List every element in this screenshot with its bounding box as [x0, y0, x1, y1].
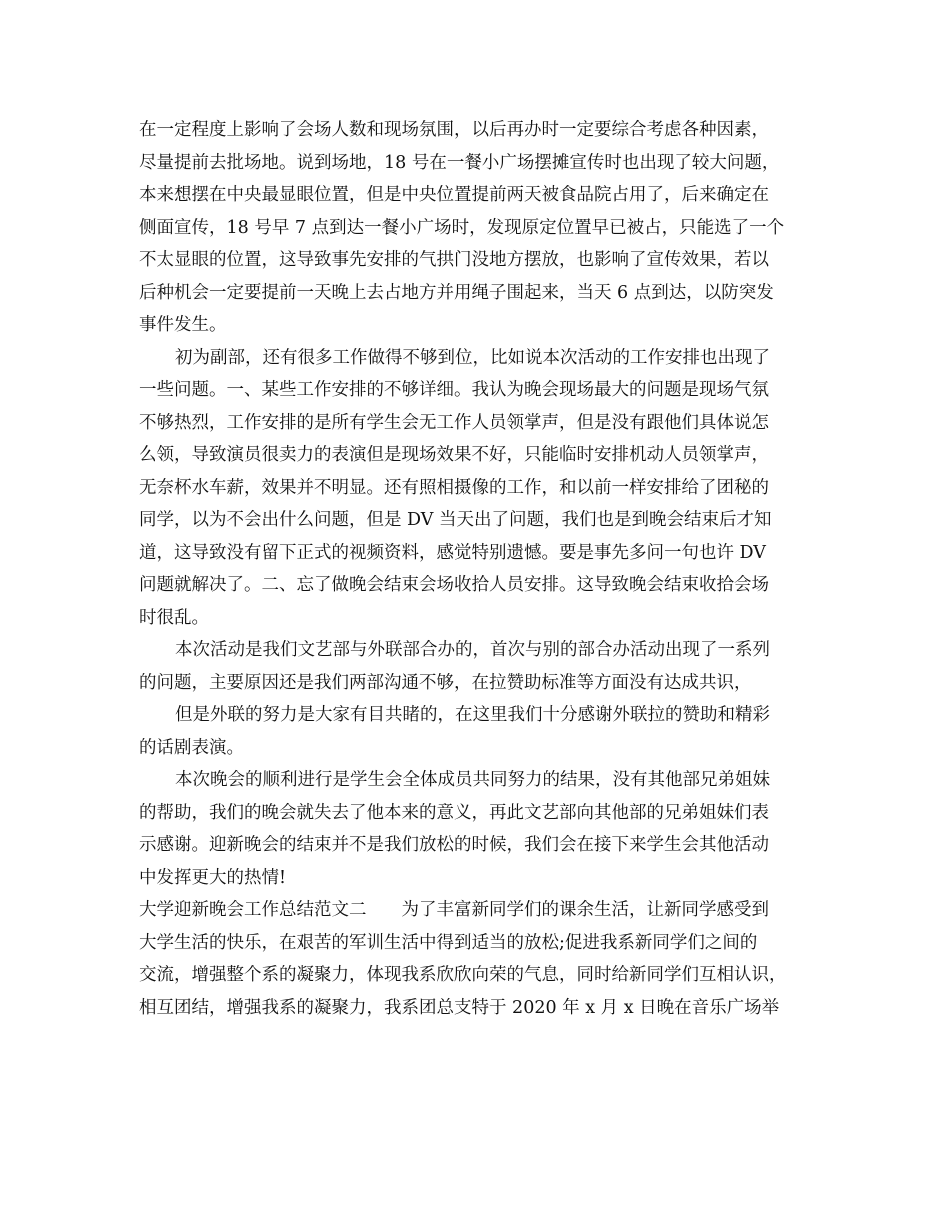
- text-line: 无奈杯水车薪，效果并不明显。还有照相摄像的工作，和以前一样安排给了团秘的: [139, 477, 769, 498]
- text-line: 本来想摆在中央最显眼位置，但是中央位置提前两天被食品院占用了，后来确定在: [139, 185, 769, 205]
- text-line: 一些问题。一、某些工作安排的不够详细。我认为晚会现场最大的问题是现场气氛: [139, 380, 769, 400]
- text-line: 道，这导致没有留下正式的视频资料，感觉特别遗憾。要是事先多问一句也许 DV: [139, 542, 766, 563]
- text-line: 中发挥更大的热情!: [139, 867, 287, 888]
- text-line: 不太显眼的位置，这导致事先安排的气拱门没地方摆放，也影响了宣传效果，若以: [139, 250, 769, 270]
- text-line: 同学，以为不会出什么问题，但是 DV 当天出了问题，我们也是到晚会结束后才知: [139, 510, 772, 530]
- text-line: 时很乱。: [139, 607, 209, 628]
- text-line: 大学迎新晚会工作总结范文二 为了丰富新同学们的课余生活，让新同学感受到: [139, 900, 769, 920]
- text-line: 本次晚会的顺利进行是学生会全体成员共同努力的结果，没有其他部兄弟姐妹: [175, 770, 770, 790]
- document-body: [139, 114, 829, 1024]
- text-line: 后种机会一定要提前一天晚上去占地方并用绳子围起来，当天 6 点到达，以防突发: [139, 282, 774, 303]
- text-line: 交流，增强整个系的凝聚力，体现我系欣欣向荣的气息，同时给新同学们互相认识，: [139, 965, 787, 985]
- text-line: 相互团结，增强我系的凝聚力，我系团总支特于 2020 年 x 月 x 日晚在音乐广场举: [139, 997, 780, 1018]
- text-line: 的问题，主要原因还是我们两部沟通不够，在拉赞助标准等方面没有达成共识，: [139, 672, 752, 693]
- text-line: 么领，导致演员很卖力的表演但是现场效果不好，只能临时安排机动人员领掌声，: [139, 445, 769, 465]
- text-line: 示感谢。迎新晚会的结束并不是我们放松的时候，我们会在接下来学生会其他活动: [139, 835, 769, 855]
- text-line: 在一定程度上影响了会场人数和现场氛围，以后再办时一定要综合考虑各种因素，: [139, 120, 769, 140]
- text-line: 本次活动是我们文艺部与外联部合办的，首次与别的部合办活动出现了一系列: [175, 640, 770, 660]
- text-line: 侧面宣传，18 号早 7 点到达一餐小广场时，发现原定位置早已被占，只能选了一个: [139, 217, 785, 238]
- text-line: 事件发生。: [139, 315, 227, 335]
- text-line: 尽量提前去批场地。说到场地，18 号在一餐小广场摆摊宣传时也出现了较大问题，: [139, 152, 780, 173]
- text-line: 不够热烈，工作安排的是所有学生会无工作人员领掌声，但是没有跟他们具体说怎: [139, 412, 769, 433]
- text-line: 初为副部，还有很多工作做得不够到位，比如说本次活动的工作安排也出现了: [175, 347, 770, 368]
- text-line: 但是外联的努力是大家有目共睹的，在这里我们十分感谢外联拉的赞助和精彩: [175, 705, 770, 725]
- text-line: 的帮助，我们的晚会就失去了他本来的意义，再此文艺部向其他部的兄弟姐妹们表: [139, 802, 769, 823]
- text-line: 的话剧表演。: [139, 737, 244, 758]
- text-line: 问题就解决了。二、忘了做晚会结束会场收拾人员安排。这导致晚会结束收拾会场: [139, 575, 769, 595]
- text-line: 大学生活的快乐，在艰苦的军训生活中得到适当的放松;促进我系新同学们之间的: [139, 932, 758, 953]
